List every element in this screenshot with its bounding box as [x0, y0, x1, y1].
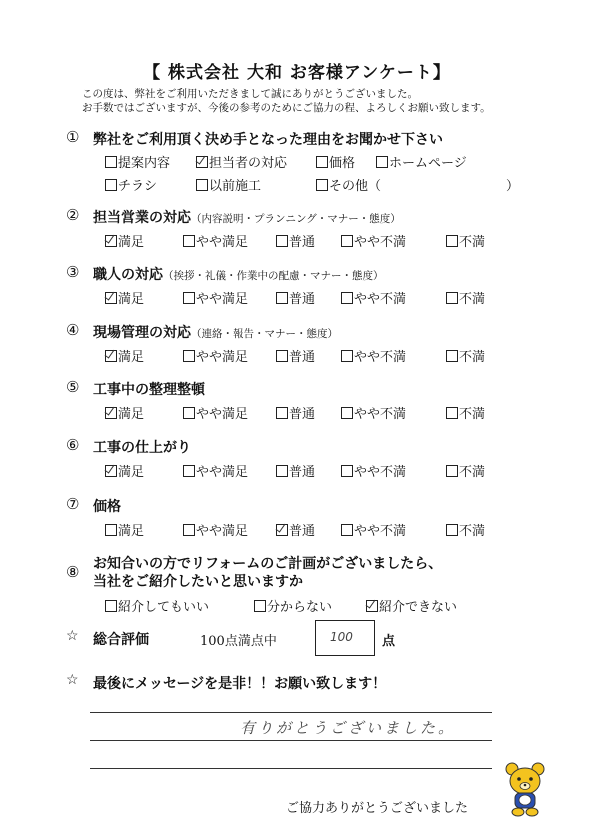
checkbox-icon[interactable] — [183, 350, 195, 362]
q4-rating-somewhat-dissatisfied[interactable]: やや不満 — [341, 346, 406, 365]
footer-thanks: ご協力ありがとうございました — [286, 801, 469, 816]
checkbox-icon[interactable] — [105, 600, 117, 612]
checkbox-icon[interactable] — [196, 179, 208, 191]
q2-rating-average[interactable]: 普通 — [276, 231, 315, 250]
checkbox-icon[interactable] — [183, 524, 195, 536]
checkbox-icon[interactable] — [446, 350, 458, 362]
q6-rating-dissatisfied[interactable]: 不満 — [446, 461, 485, 480]
overall-star-icon: ☆ — [66, 628, 79, 644]
q5-rating-somewhat-dissatisfied[interactable]: やや不満 — [341, 403, 406, 422]
q8-option-unsure[interactable]: 分からない — [254, 596, 332, 615]
q3-number: ③ — [66, 263, 80, 281]
q3-rating-somewhat-satisfied[interactable]: やや満足 — [183, 288, 248, 307]
checkbox-icon[interactable] — [276, 350, 288, 362]
q2-number: ② — [66, 206, 80, 224]
checkbox-icon[interactable] — [183, 407, 195, 419]
checkbox-icon[interactable] — [316, 156, 328, 168]
q3-rating-average[interactable]: 普通 — [276, 288, 315, 307]
q8-option-cannot-refer[interactable]: 紹介できない — [366, 596, 457, 615]
checkbox-checked-icon[interactable] — [276, 524, 288, 536]
q1-option-other[interactable]: その他（ — [316, 175, 381, 194]
q2-rating-dissatisfied[interactable]: 不満 — [446, 231, 485, 250]
intro-line-1: この度は、弊社をご利用いただきまして誠にありがとうございました。 — [82, 88, 418, 100]
q1-question: 弊社をご利用頂く決め手となった理由をお聞かせ下さい — [93, 132, 443, 148]
q1-number: ① — [66, 128, 80, 146]
q5-rating-average[interactable]: 普通 — [276, 403, 315, 422]
q2-question: 担当営業の対応（内容説明・プランニング・マナー・態度） — [93, 210, 401, 226]
q1-option-other-close: ） — [506, 179, 520, 194]
q5-rating-somewhat-satisfied[interactable]: やや満足 — [183, 403, 248, 422]
q5-question: 工事中の整理整頓 — [93, 382, 205, 398]
checkbox-checked-icon[interactable] — [366, 600, 378, 612]
message-label: 最後にメッセージを是非！！お願い致します！ — [93, 676, 387, 692]
q2-rating-somewhat-dissatisfied[interactable]: やや不満 — [341, 231, 406, 250]
message-star-icon: ☆ — [66, 672, 79, 688]
checkbox-icon[interactable] — [341, 350, 353, 362]
q5-rating-satisfied[interactable]: 満足 — [105, 403, 144, 422]
q7-rating-dissatisfied[interactable]: 不満 — [446, 520, 485, 539]
checkbox-checked-icon[interactable] — [105, 235, 117, 247]
q1-option-previous[interactable]: 以前施工 — [196, 175, 261, 194]
q1-option-proposal[interactable]: 提案内容 — [105, 152, 170, 171]
q1-option-staff[interactable]: 担当者の対応 — [196, 152, 287, 171]
checkbox-icon[interactable] — [276, 465, 288, 477]
q8-question-line-2: 当社をご紹介したいと思いますか — [93, 574, 303, 590]
q6-rating-satisfied[interactable]: 満足 — [105, 461, 144, 480]
q7-rating-somewhat-dissatisfied[interactable]: やや不満 — [341, 520, 406, 539]
q7-rating-satisfied[interactable]: 満足 — [105, 520, 144, 539]
checkbox-icon[interactable] — [183, 465, 195, 477]
q1-option-price[interactable]: 価格 — [316, 152, 355, 171]
q1-option-homepage[interactable]: ホームページ — [376, 152, 467, 171]
q8-question-line-1: お知合いの方でリフォームのご計画がございましたら、 — [93, 556, 443, 572]
checkbox-icon[interactable] — [446, 407, 458, 419]
checkbox-icon[interactable] — [105, 156, 117, 168]
message-line-1 — [90, 712, 492, 713]
checkbox-icon[interactable] — [446, 292, 458, 304]
checkbox-icon[interactable] — [341, 292, 353, 304]
q3-question: 職人の対応（挨拶・礼儀・作業中の配慮・マナー・態度） — [93, 267, 384, 283]
q5-rating-dissatisfied[interactable]: 不満 — [446, 403, 485, 422]
q4-rating-average[interactable]: 普通 — [276, 346, 315, 365]
checkbox-icon[interactable] — [376, 156, 388, 168]
q6-number: ⑥ — [66, 436, 80, 454]
q3-rating-somewhat-dissatisfied[interactable]: やや不満 — [341, 288, 406, 307]
q7-rating-somewhat-satisfied[interactable]: やや満足 — [183, 520, 248, 539]
q4-rating-somewhat-satisfied[interactable]: やや満足 — [183, 346, 248, 365]
q8-number: ⑧ — [66, 563, 80, 581]
message-handwritten[interactable]: 有りがとうございました。 — [240, 719, 457, 737]
checkbox-icon[interactable] — [341, 235, 353, 247]
q6-rating-average[interactable]: 普通 — [276, 461, 315, 480]
checkbox-checked-icon[interactable] — [105, 465, 117, 477]
q1-option-flyer[interactable]: チラシ — [105, 175, 157, 194]
checkbox-icon[interactable] — [341, 465, 353, 477]
q7-question: 価格 — [93, 499, 121, 515]
checkbox-icon[interactable] — [446, 235, 458, 247]
q7-number: ⑦ — [66, 495, 80, 513]
checkbox-icon[interactable] — [316, 179, 328, 191]
checkbox-icon[interactable] — [254, 600, 266, 612]
q6-question: 工事の仕上がり — [93, 440, 191, 456]
q3-rating-dissatisfied[interactable]: 不満 — [446, 288, 485, 307]
q6-rating-somewhat-satisfied[interactable]: やや満足 — [183, 461, 248, 480]
bear-mascot-icon — [502, 760, 548, 818]
checkbox-icon[interactable] — [276, 292, 288, 304]
overall-unit: 点 — [382, 634, 396, 649]
message-line-2 — [90, 740, 492, 741]
checkbox-checked-icon[interactable] — [196, 156, 208, 168]
checkbox-icon[interactable] — [183, 235, 195, 247]
q5-number: ⑤ — [66, 378, 80, 396]
q4-rating-satisfied[interactable]: 満足 — [105, 346, 144, 365]
q3-rating-satisfied[interactable]: 満足 — [105, 288, 144, 307]
overall-label: 総合評価 — [93, 632, 149, 648]
q8-option-can-refer[interactable]: 紹介してもいい — [105, 596, 209, 615]
q7-rating-average[interactable]: 普通 — [276, 520, 315, 539]
overall-scale: 100点満点中 — [200, 634, 277, 649]
page-title: 【 株式会社 大和 お客様アンケート】 — [143, 63, 451, 83]
q2-rating-somewhat-satisfied[interactable]: やや満足 — [183, 231, 248, 250]
checkbox-checked-icon[interactable] — [105, 350, 117, 362]
checkbox-icon[interactable] — [276, 407, 288, 419]
q6-rating-somewhat-dissatisfied[interactable]: やや不満 — [341, 461, 406, 480]
message-line-3 — [90, 768, 492, 769]
checkbox-icon[interactable] — [446, 524, 458, 536]
checkbox-icon[interactable] — [105, 524, 117, 536]
checkbox-icon[interactable] — [341, 407, 353, 419]
q2-rating-satisfied[interactable]: 満足 — [105, 231, 144, 250]
checkbox-icon[interactable] — [446, 465, 458, 477]
q4-number: ④ — [66, 321, 80, 339]
checkbox-icon[interactable] — [183, 292, 195, 304]
q4-question: 現場管理の対応（連絡・報告・マナー・態度） — [93, 325, 338, 341]
intro-line-2: お手数ではございますが、今後の参考のためにご協力の程、よろしくお願い致します。 — [82, 102, 491, 114]
overall-score-value[interactable]: 100 — [330, 630, 353, 644]
q4-rating-dissatisfied[interactable]: 不満 — [446, 346, 485, 365]
checkbox-icon[interactable] — [105, 179, 117, 191]
checkbox-icon[interactable] — [276, 235, 288, 247]
checkbox-icon[interactable] — [341, 524, 353, 536]
checkbox-checked-icon[interactable] — [105, 407, 117, 419]
checkbox-checked-icon[interactable] — [105, 292, 117, 304]
